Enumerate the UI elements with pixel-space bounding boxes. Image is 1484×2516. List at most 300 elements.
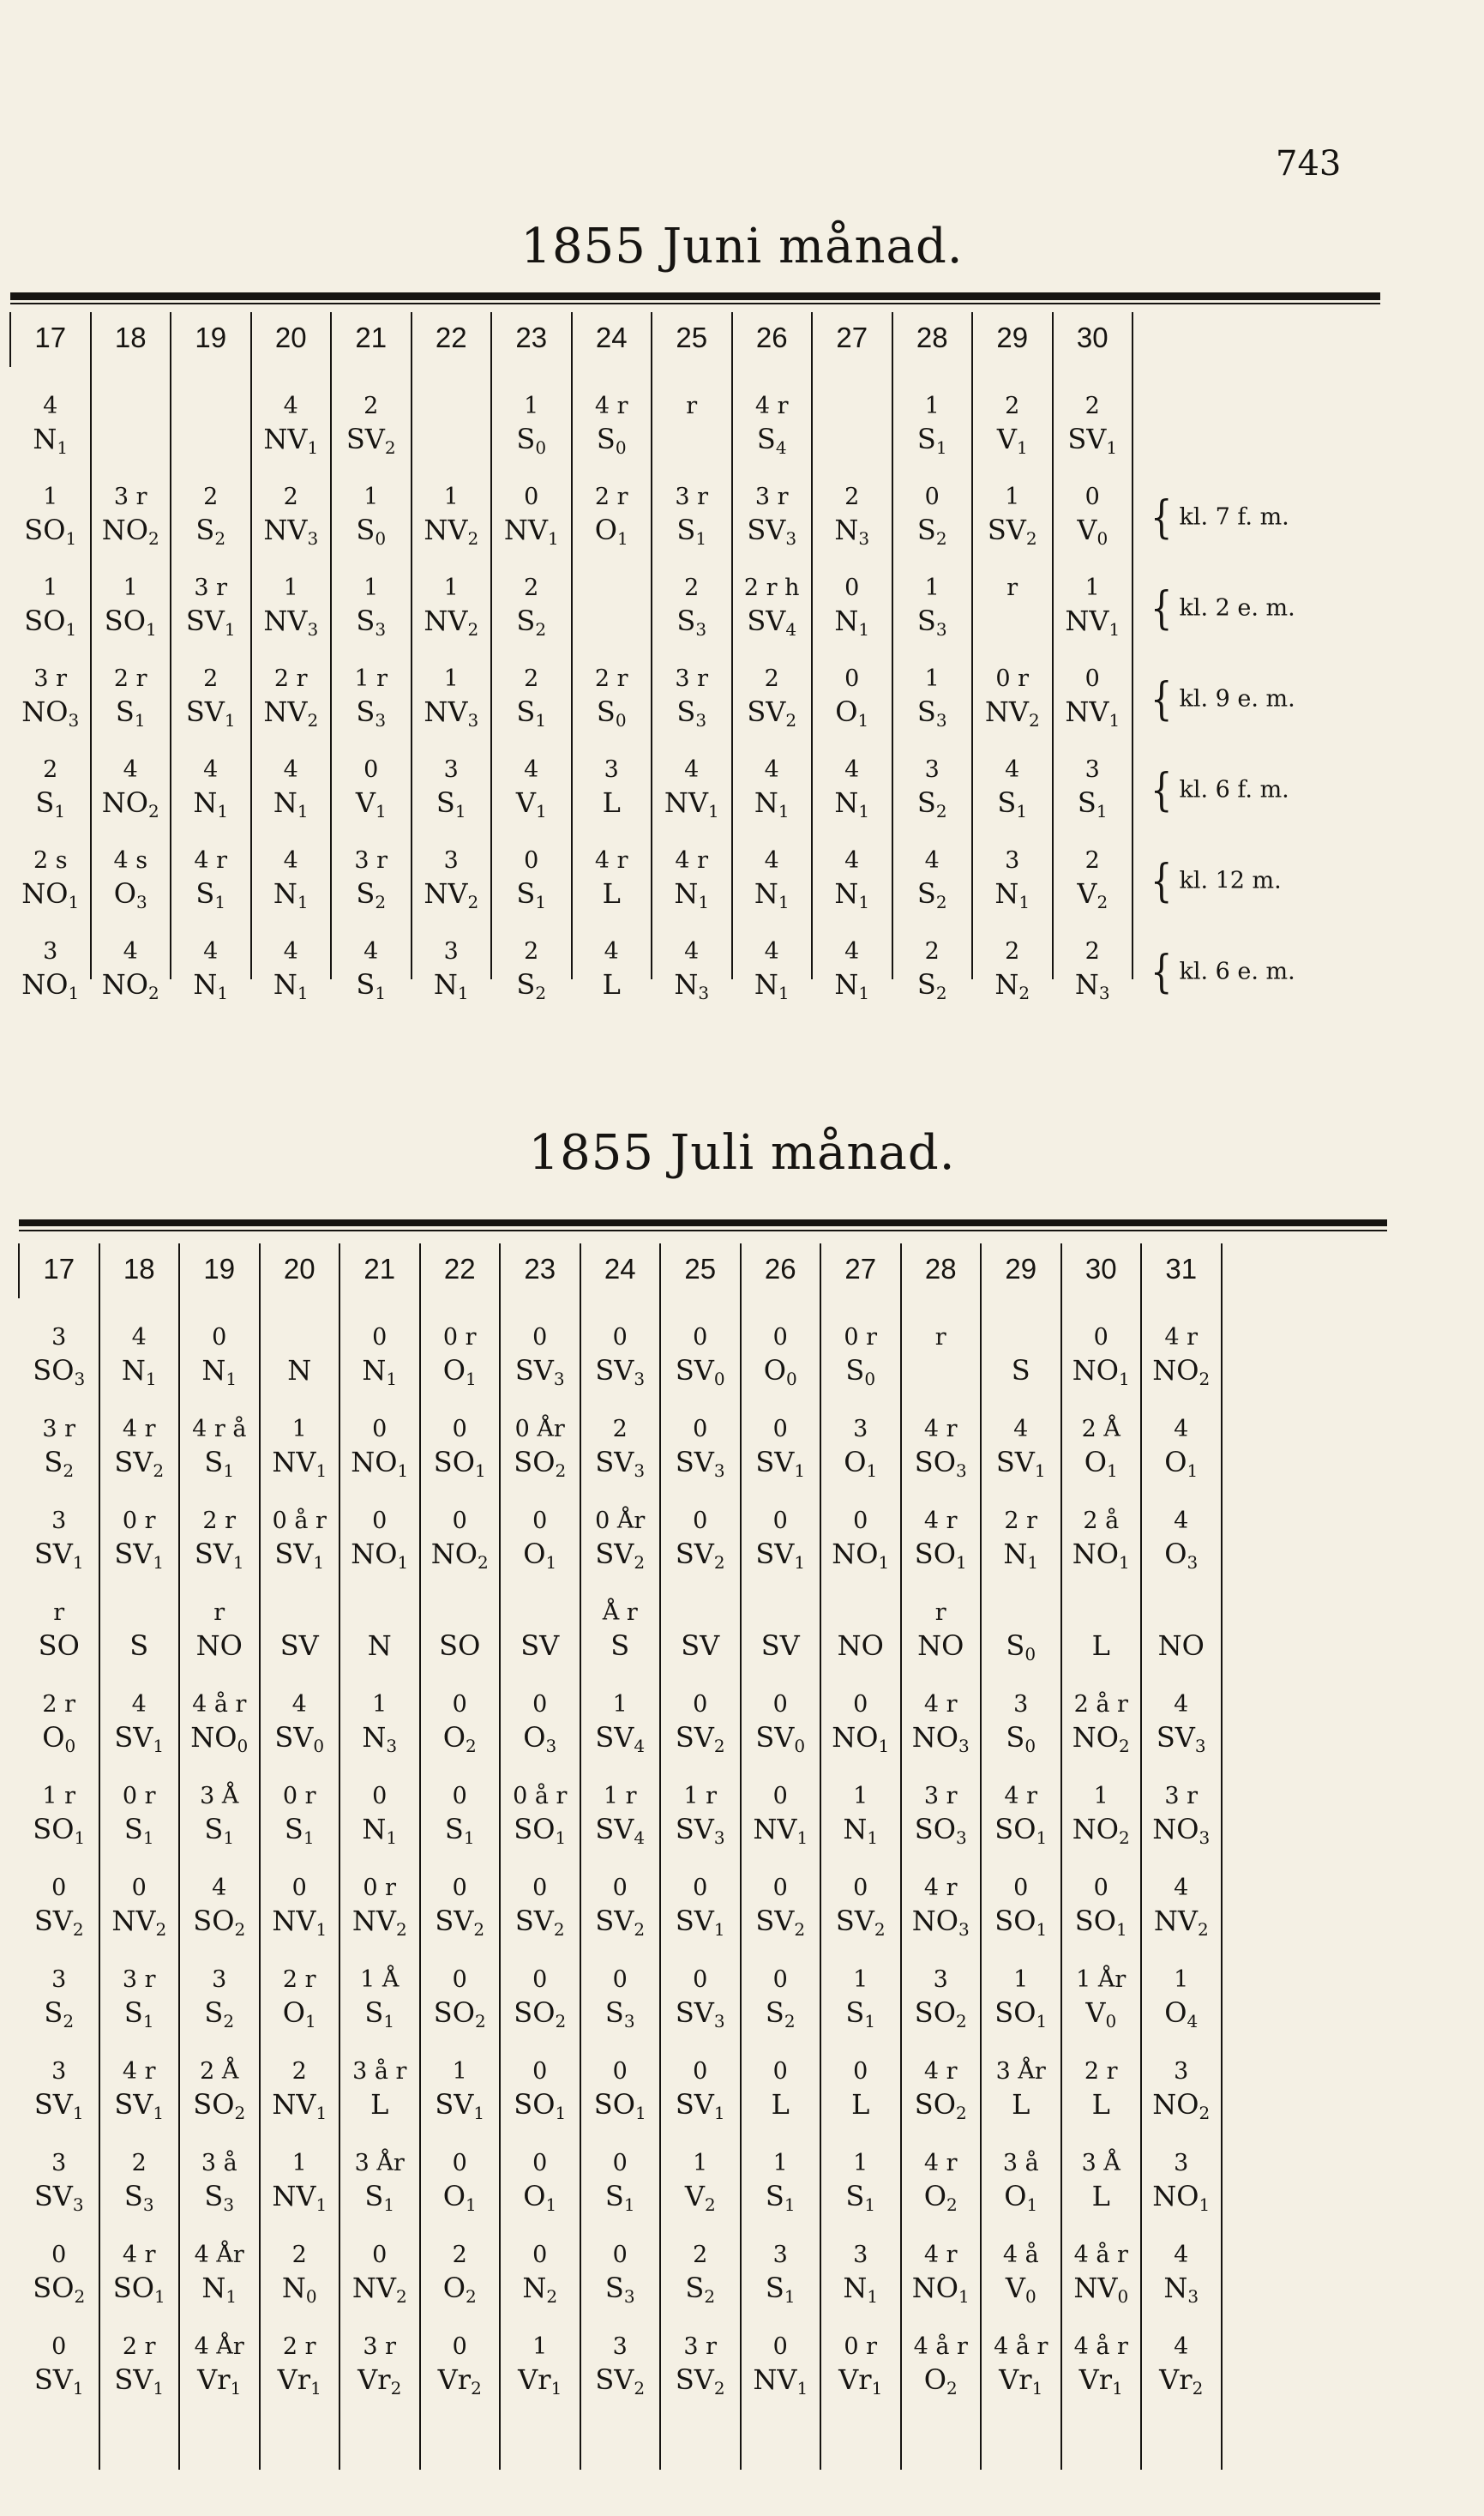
wind-direction <box>412 607 492 638</box>
wind-direction-label: Vr <box>999 2363 1032 2396</box>
wind-force: 2 <box>1199 2103 1211 2123</box>
wind-direction <box>19 2182 99 2213</box>
wind-direction <box>660 2088 741 2123</box>
observation-cell <box>1061 1876 1142 1938</box>
day-header: 31 <box>1165 1253 1198 1285</box>
wind-direction <box>741 1907 821 1938</box>
cloud-and-weather-note: 3 År <box>995 2058 1046 2085</box>
wind-direction <box>1053 695 1133 731</box>
wind-direction <box>1061 1540 1142 1571</box>
wind-force: 1 <box>878 1552 890 1573</box>
wind-direction <box>981 2182 1061 2213</box>
cloud-and-weather-note: 0 <box>452 1875 467 1901</box>
wind-force: 1 <box>713 1919 725 1940</box>
wind-force: 1 <box>72 2103 84 2123</box>
wind-force: 2 <box>1119 1827 1130 1848</box>
observation-cell <box>500 1785 580 1846</box>
wind-force: 2 <box>467 528 479 549</box>
observation-cell <box>812 576 892 638</box>
wind-direction-label: SO <box>33 2272 75 2304</box>
wind-force: 2 <box>794 1919 806 1940</box>
wind-direction-label: S <box>284 1813 303 1845</box>
day-header: 21 <box>355 322 388 353</box>
wind-force: 2 <box>395 1919 407 1940</box>
wind-force: 0 <box>1096 528 1108 549</box>
wind-direction <box>820 1721 901 1756</box>
wind-force: 1 <box>617 528 628 549</box>
observation-cell <box>820 2060 901 2122</box>
wind-force: 3 <box>553 1369 565 1389</box>
cloud-and-weather-note: 4 <box>844 847 860 874</box>
observation-cell <box>1053 758 1133 820</box>
cloud-and-weather-note: 1 <box>443 665 459 692</box>
day-header: 25 <box>684 1253 717 1285</box>
observation-cell <box>420 1601 501 1663</box>
observation-cell <box>741 1418 821 1479</box>
wind-direction <box>901 1907 982 1938</box>
cloud-and-weather-note: 1 <box>853 1966 868 1993</box>
cloud-and-weather-note: 4 <box>684 756 700 783</box>
wind-force: 2 <box>74 2286 86 2307</box>
observation-cell <box>99 1601 180 1663</box>
wind-direction-label: V <box>515 786 536 819</box>
observation-cell <box>741 1509 821 1571</box>
observation-cell <box>741 1326 821 1387</box>
cloud-and-weather-note: 4 r å <box>192 1416 247 1442</box>
wind-direction-label: SO <box>1074 1905 1116 1937</box>
wind-direction-label: SO <box>994 1813 1036 1845</box>
cloud-and-weather-note: 4 r <box>923 2058 958 2085</box>
wind-direction-label: SO <box>433 1446 475 1478</box>
wind-direction <box>660 1448 741 1479</box>
cloud-and-weather-note: 0 <box>772 1324 788 1351</box>
cloud-and-weather-note: 0 <box>853 1508 868 1534</box>
wind-direction <box>339 1629 420 1663</box>
wind-direction <box>99 2088 180 2123</box>
cloud-and-weather-note: 4 å r <box>1073 2333 1128 2360</box>
wind-direction-label: S <box>204 1446 224 1478</box>
wind-direction <box>972 695 1053 731</box>
cloud-and-weather-note: 0 <box>532 1324 548 1351</box>
observation-cell <box>660 1418 741 1479</box>
wind-direction <box>741 2182 821 2213</box>
observation-cell <box>741 1876 821 1938</box>
wind-direction-label: NO <box>21 695 69 728</box>
observation-cell <box>10 667 91 729</box>
wind-force: 2 <box>546 2286 558 2307</box>
wind-direction-label: NV <box>263 605 308 637</box>
wind-direction <box>901 2363 982 2399</box>
wind-direction-label: NO <box>21 877 69 910</box>
wind-direction-label: NV <box>272 2088 316 2121</box>
wind-direction-label: O <box>113 877 136 910</box>
wind-direction <box>179 1996 260 2031</box>
wind-direction-label: N <box>201 1354 226 1387</box>
wind-force: 1 <box>223 1460 235 1481</box>
wind-force: 3 <box>307 528 319 549</box>
wind-direction-label: SV <box>435 2088 474 2121</box>
observation-cell <box>981 1601 1061 1663</box>
june-title: 1855 Juni månad. <box>520 219 964 274</box>
cloud-and-weather-note: 2 Å <box>200 2058 239 2085</box>
wind-direction <box>500 1354 580 1389</box>
observation-cell <box>732 576 813 638</box>
wind-force: 4 <box>634 1736 646 1756</box>
wind-force: 0 <box>1117 2286 1129 2307</box>
observation-cell <box>420 2243 501 2305</box>
wind-direction <box>901 1721 982 1756</box>
wind-direction <box>171 786 251 822</box>
wind-direction-label: N <box>754 877 778 910</box>
observation-cell <box>892 758 973 820</box>
observation-cell <box>892 485 973 547</box>
wind-direction <box>171 877 251 912</box>
wind-direction-label: O <box>282 1996 305 2029</box>
observation-cell <box>1141 2152 1222 2213</box>
cloud-and-weather-note: 4 r <box>923 2150 958 2176</box>
observation-cell <box>572 485 652 547</box>
wind-force: 1 <box>57 437 69 458</box>
wind-force: 2 <box>713 1552 725 1573</box>
wind-direction-label: NO <box>430 1538 478 1570</box>
observation-cell <box>339 2060 420 2122</box>
time-label: kl. 6 e. m. <box>1179 958 1295 985</box>
wind-direction <box>741 2363 821 2399</box>
observation-cell <box>572 940 652 1002</box>
wind-direction-label: SO <box>914 1996 956 2029</box>
observation-cell <box>901 1785 982 1846</box>
wind-direction-label: NV <box>111 1905 156 1937</box>
observation-cell <box>412 485 492 547</box>
wind-direction <box>981 1721 1061 1756</box>
wind-direction-label: N <box>834 968 859 1001</box>
wind-direction <box>19 2274 99 2305</box>
wind-force: 1 <box>634 2103 646 2123</box>
wind-direction-label: O <box>1164 1538 1187 1570</box>
wind-direction <box>339 2363 420 2399</box>
wind-direction-label: N <box>281 2272 306 2304</box>
wind-force: 2 <box>713 2378 725 2399</box>
wind-direction <box>652 786 732 822</box>
wind-direction <box>19 1815 99 1846</box>
wind-direction <box>732 968 813 1003</box>
cloud-and-weather-note: 4 r <box>923 1416 958 1442</box>
wind-direction-label: S <box>676 695 696 728</box>
wind-direction <box>179 1629 260 1663</box>
wind-force: 1 <box>555 1827 567 1848</box>
wind-direction-label: SO <box>24 605 66 637</box>
observation-cell <box>820 1876 901 1938</box>
cloud-and-weather-note: 0 <box>772 1875 788 1901</box>
wind-direction-label: NO <box>1072 1354 1119 1387</box>
brace-mark: { <box>1151 947 1173 998</box>
day-header: 24 <box>595 322 628 353</box>
observation-cell <box>339 1509 420 1571</box>
cloud-and-weather-note: 4 <box>1174 1508 1189 1534</box>
observation-cell <box>19 2152 99 2213</box>
wind-force: 2 <box>535 983 547 1003</box>
wind-force: 2 <box>955 2103 967 2123</box>
cloud-and-weather-note: 1 <box>123 575 138 601</box>
observation-cell <box>420 1785 501 1846</box>
wind-direction-label: NV <box>1073 2272 1118 2304</box>
wind-direction-label: NV <box>1153 1905 1198 1937</box>
wind-direction-label: V <box>355 786 376 819</box>
cloud-and-weather-note <box>260 1601 340 1632</box>
wind-direction <box>820 1354 901 1389</box>
wind-force: 3 <box>72 2194 84 2215</box>
wind-force: 2 <box>474 2011 486 2031</box>
wind-direction <box>491 425 572 456</box>
wind-force: 1 <box>214 892 226 912</box>
wind-force: 2 <box>935 528 947 549</box>
wind-direction-label: SO <box>994 1905 1036 1937</box>
wind-direction-label: SV <box>33 1538 73 1570</box>
wind-direction-label: SV <box>33 2180 73 2212</box>
observation-cell <box>251 394 332 456</box>
wind-force: 1 <box>315 2194 327 2215</box>
observation-cell <box>1061 1693 1142 1755</box>
wind-direction-label: S <box>444 1813 464 1845</box>
wind-direction-label: O <box>1164 1446 1187 1478</box>
observation-cell <box>260 1418 340 1479</box>
wind-force: 3 <box>375 710 387 731</box>
observation-cell <box>660 1968 741 2030</box>
wind-force: 2 <box>1197 1919 1209 1940</box>
wind-direction <box>572 695 652 731</box>
cloud-and-weather-note: 0 <box>532 2150 548 2176</box>
wind-direction <box>652 968 732 1003</box>
wind-direction <box>420 1907 501 1938</box>
observation-cell <box>820 2335 901 2397</box>
cloud-and-weather-note: 4 <box>203 756 219 783</box>
wind-direction <box>99 2363 180 2399</box>
wind-direction-label: S <box>1006 1721 1025 1754</box>
wind-direction <box>1061 2182 1142 2213</box>
wind-direction <box>1141 1448 1222 1479</box>
cloud-and-weather-note: 4 <box>123 938 138 965</box>
cloud-and-weather-note: 4 <box>1005 756 1020 783</box>
wind-force: 3 <box>142 2194 154 2215</box>
wind-force: 1 <box>778 983 790 1003</box>
wind-force: 2 <box>946 2194 958 2215</box>
cloud-and-weather-note: r <box>934 1324 946 1351</box>
wind-direction-label: SV <box>755 1721 795 1754</box>
wind-force: 0 <box>1024 1644 1036 1664</box>
cloud-and-weather-note: 3 r <box>354 847 388 874</box>
wind-direction <box>179 2182 260 2213</box>
june-top-rule-thick <box>10 292 1380 300</box>
cloud-and-weather-note: 0 <box>524 847 539 874</box>
wind-direction-label: Vr <box>437 2363 472 2396</box>
wind-force: 1 <box>1026 2194 1038 2215</box>
observation-cell <box>820 2243 901 2305</box>
observation-cell <box>1141 1785 1222 1846</box>
wind-direction-label: SV <box>1156 1721 1195 1754</box>
wind-direction-label: SV <box>675 1721 714 1754</box>
wind-direction <box>420 1540 501 1571</box>
cloud-and-weather-note <box>412 394 492 425</box>
observation-cell <box>331 849 412 911</box>
observation-cell <box>99 1326 180 1387</box>
wind-direction-label: SV <box>595 2363 634 2396</box>
observation-cell <box>1061 2243 1142 2305</box>
wind-direction-label: Vr <box>838 2363 872 2396</box>
wind-direction <box>10 695 91 731</box>
wind-direction <box>10 877 91 912</box>
wind-direction <box>99 2182 180 2213</box>
wind-direction-label: NO <box>917 1629 964 1662</box>
observation-cell <box>491 576 572 638</box>
observation-cell <box>339 1785 420 1846</box>
day-header: 26 <box>755 322 788 353</box>
cloud-and-weather-note: 0 År <box>595 1508 646 1534</box>
cloud-and-weather-note: 4 <box>1174 1416 1189 1442</box>
cloud-and-weather-note: 4 År <box>194 2333 244 2360</box>
wind-direction <box>1053 516 1133 547</box>
wind-force: 2 <box>704 2286 716 2307</box>
observation-cell <box>972 667 1053 729</box>
observation-cell <box>251 576 332 638</box>
wind-direction-label: SV <box>114 1538 153 1570</box>
wind-direction-label: SV <box>675 1996 714 2029</box>
wind-direction-label: N <box>121 1354 146 1387</box>
cloud-and-weather-note: 3 <box>853 2242 868 2268</box>
cloud-and-weather-note: 0 <box>1084 484 1100 510</box>
wind-force: 1 <box>545 2194 557 2215</box>
wind-force: 1 <box>225 2286 237 2307</box>
wind-direction <box>500 1629 580 1663</box>
cloud-and-weather-note: 4 r <box>923 1508 958 1534</box>
wind-direction-label: NO <box>832 1721 879 1754</box>
cloud-and-weather-note: 4 å r <box>913 2333 968 2360</box>
wind-direction <box>1061 2274 1142 2305</box>
observation-cell <box>1141 1693 1222 1755</box>
wind-force: 2 <box>214 528 226 549</box>
cloud-and-weather-note: 1 <box>291 2150 307 2176</box>
wind-force: 1 <box>1107 1460 1118 1481</box>
wind-direction <box>412 786 492 822</box>
wind-force: 1 <box>535 892 547 912</box>
wind-direction-label: N <box>843 1813 868 1845</box>
wind-direction-label: S <box>765 1996 784 2029</box>
wind-direction-label: SV <box>514 1354 554 1387</box>
observation-cell <box>251 758 332 820</box>
cloud-and-weather-note: 3 <box>924 756 940 783</box>
cloud-and-weather-note: 4 <box>283 847 298 874</box>
observation-cell <box>171 485 251 547</box>
wind-direction-label: S <box>123 1813 143 1845</box>
cloud-and-weather-note: 0 <box>693 1508 708 1534</box>
wind-direction <box>19 1907 99 1938</box>
cloud-and-weather-note: 0 <box>51 2333 67 2360</box>
cloud-and-weather-note: 0 å r <box>272 1508 327 1534</box>
wind-force: 1 <box>315 1919 327 1940</box>
wind-direction-label: SV <box>675 2088 714 2121</box>
wind-force: 1 <box>1112 2378 1123 2399</box>
cloud-and-weather-note: 0 r <box>442 1324 477 1351</box>
cloud-and-weather-note: 2 r <box>202 1508 237 1534</box>
wind-force: 1 <box>1115 1919 1127 1940</box>
wind-direction <box>260 2363 340 2399</box>
wind-force: 1 <box>547 528 559 549</box>
wind-force: 1 <box>310 2378 321 2399</box>
cloud-and-weather-note: 1 <box>291 1416 307 1442</box>
wind-force: 2 <box>634 1919 646 1940</box>
wind-force: 1 <box>232 1552 244 1573</box>
cloud-and-weather-note: 2 r <box>113 665 147 692</box>
wind-force: 1 <box>463 1827 475 1848</box>
wind-force: 1 <box>65 619 77 640</box>
cloud-and-weather-note: 4 å r <box>1073 2242 1128 2268</box>
observation-cell <box>491 394 572 456</box>
wind-direction <box>171 968 251 1003</box>
wind-direction <box>179 1721 260 1756</box>
wind-force: 1 <box>796 1827 808 1848</box>
wind-force: 2 <box>704 2194 716 2215</box>
wind-direction-label: N <box>362 1813 387 1845</box>
cloud-and-weather-note: 0 <box>612 1324 628 1351</box>
wind-force: 2 <box>955 2011 967 2031</box>
wind-force: 1 <box>153 1552 165 1573</box>
wind-direction-label: SV <box>114 2363 153 2396</box>
wind-direction-label: SV <box>595 1538 634 1570</box>
observation-cell <box>652 940 732 1002</box>
cloud-and-weather-note: 3 <box>43 938 58 965</box>
cloud-and-weather-note: 4 r <box>122 1416 156 1442</box>
wind-direction-label: SV <box>114 1721 153 1754</box>
wind-force: 2 <box>535 619 547 640</box>
wind-direction <box>981 1629 1061 1664</box>
wind-direction <box>981 1815 1061 1846</box>
wind-force: 1 <box>72 2378 84 2399</box>
wind-direction-label: Vr <box>277 2363 311 2396</box>
observation-cell <box>741 1968 821 2030</box>
cloud-and-weather-note: 3 r <box>675 665 709 692</box>
observation-cell <box>500 2243 580 2305</box>
wind-direction-label: S <box>516 423 536 455</box>
wind-direction <box>892 607 973 638</box>
observation-cell <box>91 576 171 638</box>
wind-direction-label: S <box>356 968 376 1001</box>
cloud-and-weather-note: 0 <box>1013 1875 1029 1901</box>
wind-direction <box>580 2182 661 2213</box>
wind-direction-label: SV <box>755 1905 795 1937</box>
observation-cell <box>580 1693 661 1755</box>
wind-direction-label: SV <box>194 1538 233 1570</box>
wind-force: 1 <box>397 1552 409 1573</box>
day-header: 22 <box>443 1253 476 1285</box>
wind-direction <box>99 1907 180 1938</box>
wind-direction-label: O <box>523 1721 546 1754</box>
wind-direction <box>580 1354 661 1389</box>
observation-cell <box>1061 2152 1142 2213</box>
brace-mark: { <box>1151 856 1173 907</box>
wind-force: 1 <box>1119 1369 1130 1389</box>
observation-cell <box>741 1785 821 1846</box>
wind-force: 2 <box>634 2378 646 2399</box>
cloud-and-weather-note: 3 r <box>1164 1783 1199 1809</box>
wind-direction <box>732 786 813 822</box>
wind-direction <box>260 1629 340 1663</box>
cloud-and-weather-note: 4 <box>764 847 779 874</box>
wind-force: 1 <box>153 2103 165 2123</box>
wind-direction-label: SO <box>514 2088 556 2121</box>
wind-force: 2 <box>307 710 319 731</box>
wind-direction <box>491 516 572 547</box>
observation-cell <box>491 849 572 911</box>
wind-direction <box>901 2274 982 2305</box>
